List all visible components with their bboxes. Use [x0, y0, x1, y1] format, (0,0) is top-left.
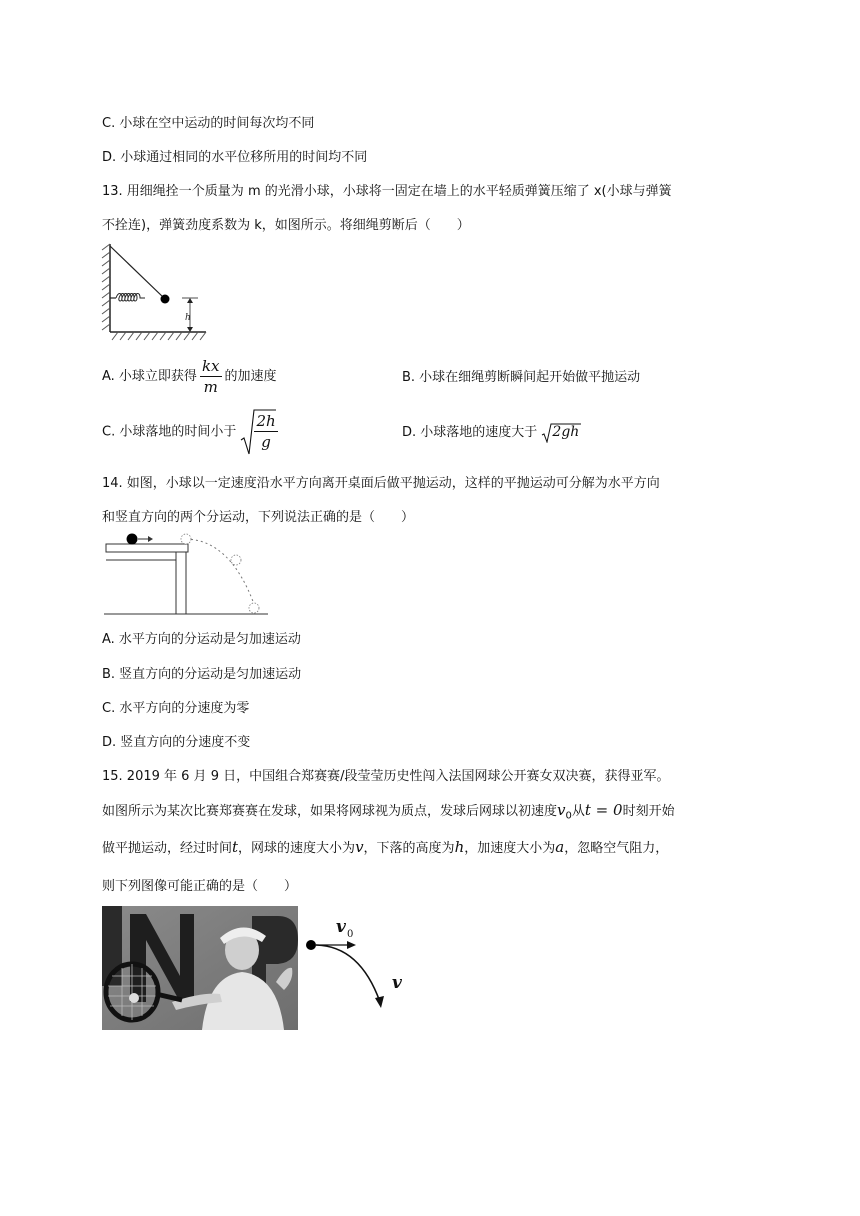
q13-option-b: B. 小球在细绳剪断瞬间起开始做平抛运动: [402, 370, 641, 385]
q12-option-d: D. 小球通过相同的水平位移所用的时间均不同: [102, 150, 368, 165]
q15-trajectory-figure: [300, 906, 410, 1016]
q14-option-b: B. 竖直方向的分运动是匀加速运动: [102, 667, 302, 682]
q14-option-d: D. 竖直方向的分速度不变: [102, 735, 251, 750]
q12-option-c: C. 小球在空中运动的时间每次均不同: [102, 116, 315, 131]
q14-option-c: C. 水平方向的分速度为零: [102, 701, 250, 716]
q14-stem-line-2: 和竖直方向的两个分运动，下列说法正确的是（ ）: [102, 510, 415, 525]
sqrt-2h-over-g: $\frac{2h}{g}$: [240, 408, 276, 456]
sqrt-2gh: 2gh: [541, 423, 581, 443]
figure-label-v: v: [392, 973, 402, 993]
q15-stem-line-2: 如图所示为某次比赛郑赛赛在发球，如果将网球视为质点，发球后网球以初速度$v_0$从t = 0时刻开始: [102, 801, 675, 822]
fraction-kx-over-m: $\frac{kx}{m}$: [201, 357, 220, 396]
q13-stem-line-2: 不拴连)，弹簧劲度系数为 k，如图所示。将细绳剪断后（ ）: [102, 218, 470, 233]
figure-label-v0: v: [336, 917, 346, 937]
q14-stem-line-1: 14. 如图，小球以一定速度沿水平方向离开桌面后做平抛运动，这样的平抛运动可分解为水平方向: [102, 476, 660, 491]
q13-spring-figure: [100, 240, 210, 344]
q13-option-c: C. 小球落地的时间小于 $\frac{2h}{g}$: [102, 408, 276, 456]
q13-option-a: A. 小球立即获得 $\frac{kx}{m}$ 的加速度: [102, 357, 277, 396]
q13-figure-label-h: h: [185, 313, 191, 323]
figure-label-v0-subscript: 0: [347, 929, 354, 940]
q15-stem-line-1: 15. 2019 年 6 月 9 日，中国组合郑赛赛/段莹莹历史性闯入法国网球公开赛女双决赛，获得亚军。: [102, 769, 670, 784]
q15-stem-line-4: 则下列图像可能正确的是（ ）: [102, 879, 298, 894]
q13-option-d: D. 小球落地的速度大于 2gh: [402, 421, 581, 443]
tennis-player-photo: [102, 906, 298, 1030]
q14-option-a: A. 水平方向的分运动是匀加速运动: [102, 632, 301, 647]
q14-table-figure: [100, 532, 270, 618]
q15-stem-line-3: 做平抛运动，经过时间t，网球的速度大小为v，下落的高度为h，加速度大小为a，忽略空气阻力，: [102, 838, 669, 856]
q13-stem-line-1: 13. 用细绳拴一个质量为 m 的光滑小球，小球将一固定在墙上的水平轻质弹簧压缩了 x(小球与弹簧: [102, 184, 672, 199]
